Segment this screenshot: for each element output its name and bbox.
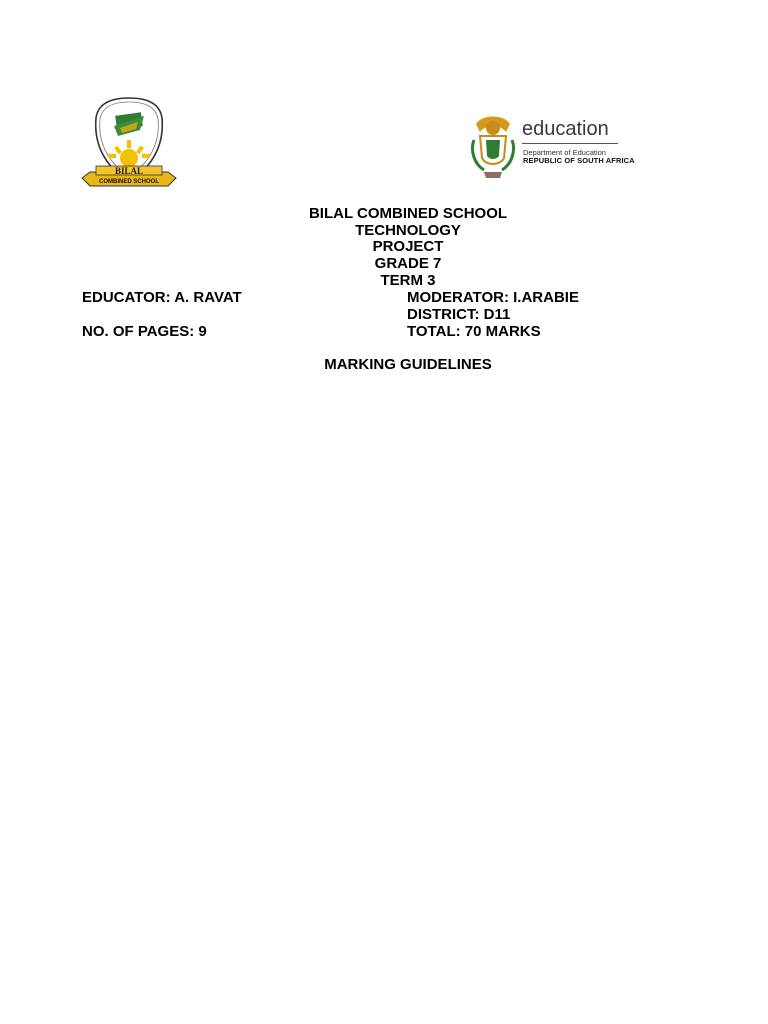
total-marks: TOTAL: 70 MARKS [407, 323, 541, 340]
svg-text:COMBINED SCHOOL: COMBINED SCHOOL [99, 179, 159, 185]
department-education-logo [464, 94, 640, 192]
grade: GRADE 7 [374, 255, 442, 272]
education-wordmark: education [522, 118, 609, 140]
task-type: PROJECT [372, 238, 444, 255]
school-name: BILAL COMBINED SCHOOL [308, 205, 508, 222]
bilal-school-logo [80, 96, 178, 196]
educator: EDUCATOR: A. RAVAT [82, 289, 242, 306]
document-title: MARKING GUIDELINES [324, 356, 492, 373]
department-name: Department of Education [523, 148, 606, 157]
district: DISTRICT: D11 [407, 306, 511, 323]
school-crest-icon [80, 96, 178, 196]
svg-text:BILAL: BILAL [114, 166, 144, 176]
logo-divider [522, 143, 618, 144]
number-of-pages: NO. OF PAGES: 9 [82, 323, 207, 340]
term: TERM 3 [380, 272, 436, 289]
country-name: REPUBLIC OF SOUTH AFRICA [523, 156, 635, 165]
subject: TECHNOLOGY [355, 222, 461, 239]
coat-of-arms-icon [466, 110, 520, 190]
moderator: MODERATOR: I.ARABIE [407, 289, 579, 306]
